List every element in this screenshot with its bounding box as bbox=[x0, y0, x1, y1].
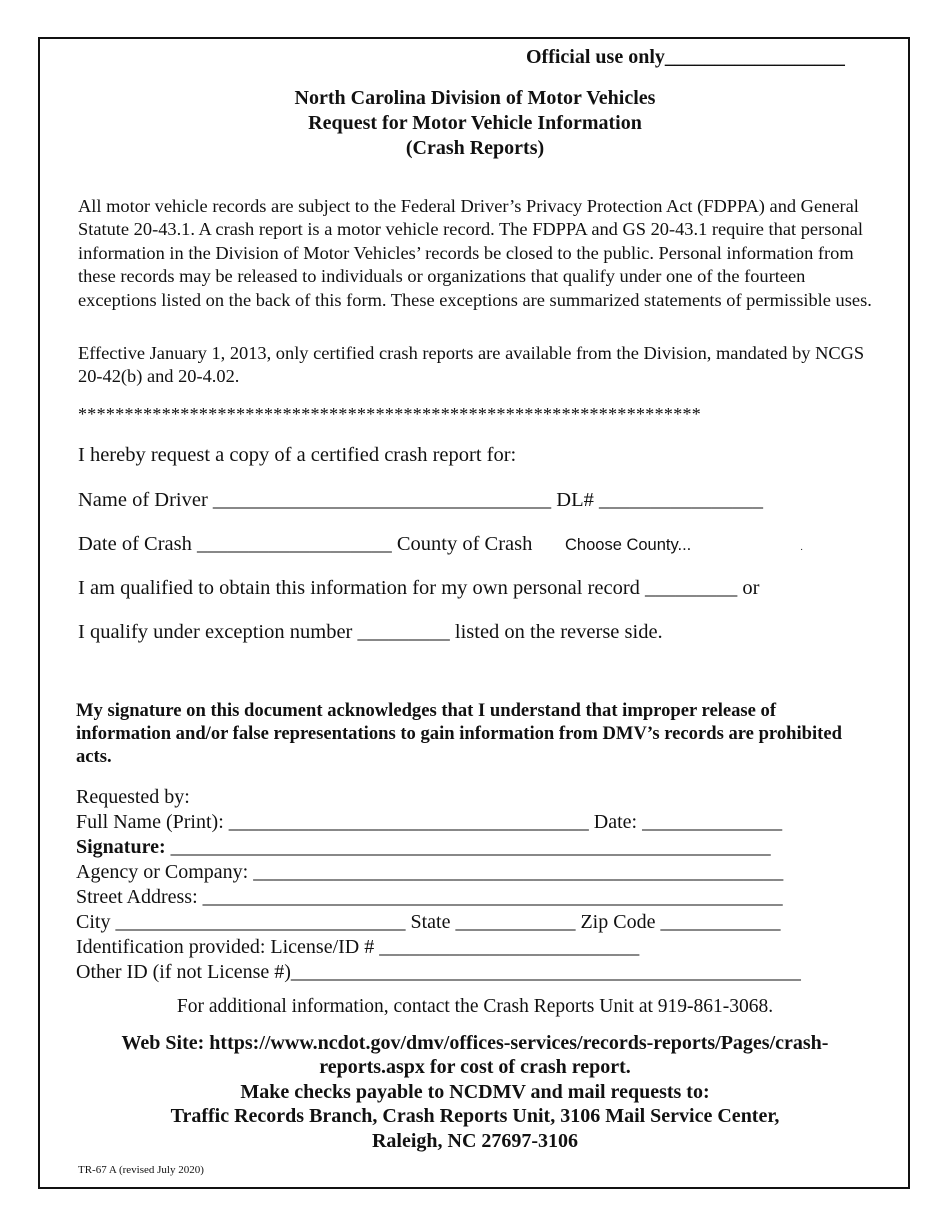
personal-record-row bbox=[78, 577, 759, 600]
dl-number-field[interactable]: ________________ bbox=[598, 489, 763, 511]
personal-record-text: I am qualified to obtain this information for my own personal record bbox=[78, 577, 646, 599]
official-use-field: Official use only__________________ bbox=[526, 46, 845, 68]
section-divider: ******************************************************************* bbox=[78, 404, 702, 424]
website-line-2: reports.aspx for cost of crash report. bbox=[319, 1056, 631, 1078]
exception-number-field[interactable]: _________ bbox=[357, 621, 450, 643]
full-name-field[interactable]: ____________________________________ bbox=[228, 811, 589, 833]
request-date-label: Date: bbox=[588, 811, 643, 833]
exception-row bbox=[78, 621, 663, 644]
license-id-field[interactable]: __________________________ bbox=[379, 936, 640, 958]
request-heading: I hereby request a copy of a certified crash report for: bbox=[78, 444, 517, 466]
personal-record-field[interactable]: _________ bbox=[645, 577, 738, 599]
payment-instructions: Make checks payable to NCDMV and mail requests to: bbox=[240, 1081, 710, 1103]
exception-tail-text: listed on the reverse side. bbox=[449, 621, 663, 643]
signature-row bbox=[76, 836, 771, 859]
agency-field[interactable]: _____________________________________________________ bbox=[253, 861, 784, 883]
mailing-address-line-1: Traffic Records Branch, Crash Reports Unit, 3106 Mail Service Center, bbox=[170, 1105, 780, 1127]
full-name-row bbox=[76, 811, 782, 834]
exception-text: I qualify under exception number bbox=[78, 621, 358, 643]
license-id-label: Identification provided: License/ID # bbox=[76, 936, 380, 958]
crash-date-field[interactable]: ___________________ bbox=[196, 533, 392, 555]
driver-name-label: Name of Driver bbox=[78, 489, 213, 511]
other-id-label: Other ID (if not License #) bbox=[76, 961, 291, 983]
street-address-field[interactable]: __________________________________________________________ bbox=[202, 886, 783, 908]
privacy-notice-paragraph: All motor vehicle records are subject to the Federal Driver’s Privacy Protection Act (FDPPA) and General Statute 20-43.1. A crash report is a motor vehicle record. The FDPPA and GS 20-43.1 require that personal information in the Division of Motor Vehicles’ records be closed to the public. Personal information from these records may be released to individuals or organizations that qualify under one of the fourteen exceptions listed on the back of this form. These exceptions are summarized statements of permissible uses. bbox=[78, 196, 872, 310]
dropdown-arrow-icon: . bbox=[800, 542, 803, 553]
agency-row bbox=[76, 861, 783, 884]
zip-code-field[interactable]: ____________ bbox=[660, 911, 781, 933]
crash-county-label: County of Crash bbox=[391, 533, 533, 555]
form-title-subject: (Crash Reports) bbox=[405, 137, 545, 159]
other-id-field[interactable]: ___________________________________________________ bbox=[290, 961, 801, 983]
full-name-label: Full Name (Print): bbox=[76, 811, 229, 833]
certified-notice-paragraph: Effective January 1, 2013, only certified crash reports are available from the Division, mandated by NCGS 20-42(b) and 20-4.02. bbox=[78, 343, 865, 387]
driver-row bbox=[78, 489, 763, 512]
acknowledgement-statement: My signature on this document acknowledges that I understand that improper release of information and/or false representations to gain information from DMV’s records are prohibited acts. bbox=[76, 700, 842, 767]
zip-code-label: Zip Code bbox=[575, 911, 661, 933]
driver-name-field[interactable]: _________________________________ bbox=[212, 489, 552, 511]
county-select-value: Choose County... bbox=[565, 536, 692, 554]
agency-label: Agency or Company: bbox=[76, 861, 254, 883]
crash-date-label: Date of Crash bbox=[78, 533, 197, 555]
county-select[interactable] bbox=[565, 536, 805, 558]
other-id-row bbox=[76, 961, 801, 984]
state-field[interactable]: ____________ bbox=[455, 911, 576, 933]
street-row bbox=[76, 886, 783, 909]
form-revision-id: TR-67 A (revised July 2020) bbox=[78, 1164, 204, 1176]
contact-info: For additional information, contact the Crash Reports Unit at 919-861-3068. bbox=[176, 996, 774, 1017]
form-title-request: Request for Motor Vehicle Information bbox=[308, 112, 642, 134]
city-field[interactable]: _____________________________ bbox=[115, 911, 406, 933]
website-line-1: Web Site: https://www.ncdot.gov/dmv/offices-services/records-reports/Pages/crash- bbox=[121, 1032, 829, 1054]
or-text: or bbox=[737, 577, 760, 599]
request-date-field[interactable]: ______________ bbox=[642, 811, 783, 833]
street-address-label: Street Address: bbox=[76, 886, 203, 908]
state-label: State bbox=[405, 911, 456, 933]
mailing-address-line-2: Raleigh, NC 27697-3106 bbox=[371, 1130, 579, 1152]
identification-row bbox=[76, 936, 639, 959]
crash-row bbox=[78, 533, 532, 556]
requested-by-label: Requested by: bbox=[76, 786, 190, 808]
city-state-zip-row bbox=[76, 911, 780, 934]
signature-label: Signature: bbox=[76, 836, 171, 858]
form-title-agency: North Carolina Division of Motor Vehicles bbox=[294, 87, 656, 109]
city-label: City bbox=[76, 911, 116, 933]
signature-field[interactable]: ____________________________________________________________ bbox=[170, 836, 771, 858]
dl-number-label: DL# bbox=[551, 489, 599, 511]
